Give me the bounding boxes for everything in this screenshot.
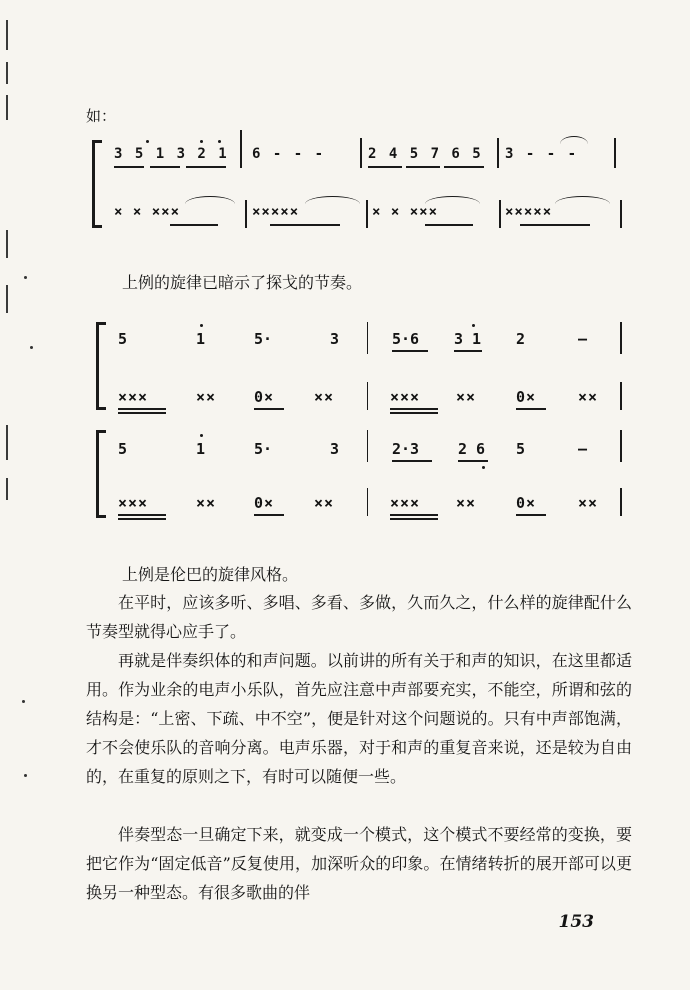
scan-edge-mark [6, 62, 8, 84]
barline [367, 322, 368, 354]
ex1-melody-bar3: 2 4 5 7 6 5 [368, 146, 483, 162]
tie [555, 196, 610, 204]
ex1-melody-bar2: 6 - - - [252, 146, 326, 162]
ex2-r2-g4: ×× [314, 494, 335, 512]
ex2-r2-g8: ×× [578, 494, 599, 512]
caption-rumba: 上例是伦巴的旋律风格。 [122, 565, 299, 584]
barline [497, 138, 499, 168]
ex2-m2-n5: 2·3 [392, 440, 420, 458]
ex2-m2-n1: 5 [118, 440, 128, 458]
underline [516, 514, 546, 516]
underline [118, 408, 166, 410]
paragraph-harmony: 再就是伴奏织体的和声问题。以前讲的所有关于和声的知识，在这里都适用。作为业余的电声小乐队，首先应注意中声部要充实，不能空，所谓和弦的结构是：“上密、下疏、中不空”，便是针对这个问题说的。只有中声部饱满，才不会使乐队的音响分离。电声乐器，对于和声的重复音来说，还是较为自由的，在重复的原则之下，有时可以随便一些。 [86, 651, 632, 786]
underline [368, 166, 402, 168]
underline [270, 224, 340, 226]
ex2-m2-n7: 5 [516, 440, 526, 458]
underline [390, 412, 438, 414]
caption-tango: 上例的旋律已暗示了探戈的节奏。 [122, 273, 363, 292]
underline [254, 514, 284, 516]
ex2-r2-g7: 0× [516, 494, 537, 512]
ex2-m1-n3: 5· [254, 330, 273, 348]
underline [114, 166, 144, 168]
barline [620, 382, 622, 410]
octave-dot [482, 466, 485, 469]
octave-dot [200, 434, 203, 437]
barline [367, 488, 368, 516]
scan-edge-mark [6, 95, 8, 120]
underline [186, 166, 226, 168]
scan-speck [30, 346, 33, 349]
scan-edge-mark [6, 285, 8, 313]
barline [367, 430, 368, 462]
barline [240, 130, 242, 168]
scan-edge-mark [6, 425, 8, 460]
underline [170, 224, 218, 226]
barline [245, 200, 247, 228]
octave-dot [472, 324, 475, 327]
ex2-m1-n1: 5 [118, 330, 128, 348]
ex2-m1-n5: 5·6 [392, 330, 420, 348]
ex2-r1-g1: ××× [118, 388, 149, 406]
underline [392, 350, 428, 352]
system-brace [92, 140, 101, 228]
scan-edge-mark [6, 230, 8, 258]
underline [118, 514, 166, 516]
tie [560, 136, 588, 144]
ex2-m2-n6: 2 6 [458, 440, 486, 458]
scan-speck [22, 700, 25, 703]
ex1-rhythm-bar3: × × ××× [372, 204, 439, 220]
ex2-m1-n2: 1 [196, 330, 206, 348]
underline [425, 224, 473, 226]
barline [360, 138, 362, 168]
barline [620, 488, 622, 516]
ex2-r1-g8: ×× [578, 388, 599, 406]
barline [620, 322, 622, 354]
intro-label: 如： [86, 107, 117, 125]
barline [620, 430, 622, 462]
underline [118, 518, 166, 520]
ex2-r1-g4: ×× [314, 388, 335, 406]
barline [499, 200, 501, 228]
octave-dot [200, 324, 203, 327]
underline [444, 166, 484, 168]
system-brace [96, 430, 105, 518]
underline [454, 350, 482, 352]
paragraph-practice: 在平时，应该多听、多唱、多看、多做，久而久之，什么样的旋律配什么节奏型就得心应手了。 [86, 593, 632, 641]
barline [366, 200, 368, 228]
tie [425, 196, 480, 204]
page-number: 153 [558, 912, 594, 932]
ex2-m1-n4: 3 [330, 330, 340, 348]
ex2-m2-n4: 3 [330, 440, 340, 458]
ex2-r2-g5: ××× [390, 494, 421, 512]
octave-dot [146, 140, 149, 143]
octave-dot [218, 140, 221, 143]
ex2-r1-g7: 0× [516, 388, 537, 406]
underline [458, 460, 488, 462]
underline [150, 166, 180, 168]
ex2-r2-g3: 0× [254, 494, 275, 512]
ex2-r1-g6: ×× [456, 388, 477, 406]
ex2-m1-n8: – [578, 330, 588, 348]
ex2-r2-g6: ×× [456, 494, 477, 512]
underline [406, 166, 440, 168]
ex1-rhythm-bar4: ××××× [505, 204, 553, 220]
underline [516, 408, 546, 410]
ex1-rhythm-bar2: ××××× [252, 204, 300, 220]
ex2-r1-g2: ×× [196, 388, 217, 406]
underline [390, 518, 438, 520]
underline [392, 460, 432, 462]
ex1-rhythm-bar1: × × ××× [114, 204, 181, 220]
paragraph-pattern: 伴奏型态一旦确定下来，就变成一个模式，这个模式不要经常的变换，要把它作为“固定低音”反复使用，加深听众的印象。在情绪转折的展开部可以更换另一种型态。有很多歌曲的伴 [86, 825, 632, 902]
barline [614, 138, 616, 168]
ex2-m2-n3: 5· [254, 440, 273, 458]
scan-speck [24, 276, 27, 279]
ex2-r2-g2: ×× [196, 494, 217, 512]
ex2-m1-n6: 3 1 [454, 330, 482, 348]
ex2-m2-n2: 1 [196, 440, 206, 458]
underline [390, 408, 438, 410]
scan-edge-mark [6, 20, 8, 50]
tie [185, 196, 235, 204]
ex1-melody-bar1: 3 5 1 3 2 1 [114, 146, 229, 162]
system-brace [96, 322, 105, 410]
ex2-m1-n7: 2 [516, 330, 526, 348]
underline [254, 408, 284, 410]
underline [118, 412, 166, 414]
underline [520, 224, 590, 226]
ex1-melody-bar4: 3 - - - [505, 146, 579, 162]
ex2-r2-g1: ××× [118, 494, 149, 512]
tie [305, 196, 360, 204]
scan-speck [24, 774, 27, 777]
ex2-m2-n8: – [578, 440, 588, 458]
ex2-r1-g5: ××× [390, 388, 421, 406]
octave-dot [200, 140, 203, 143]
barline [620, 200, 622, 228]
ex2-r1-g3: 0× [254, 388, 275, 406]
underline [390, 514, 438, 516]
barline [367, 382, 368, 410]
scan-edge-mark [6, 478, 8, 500]
